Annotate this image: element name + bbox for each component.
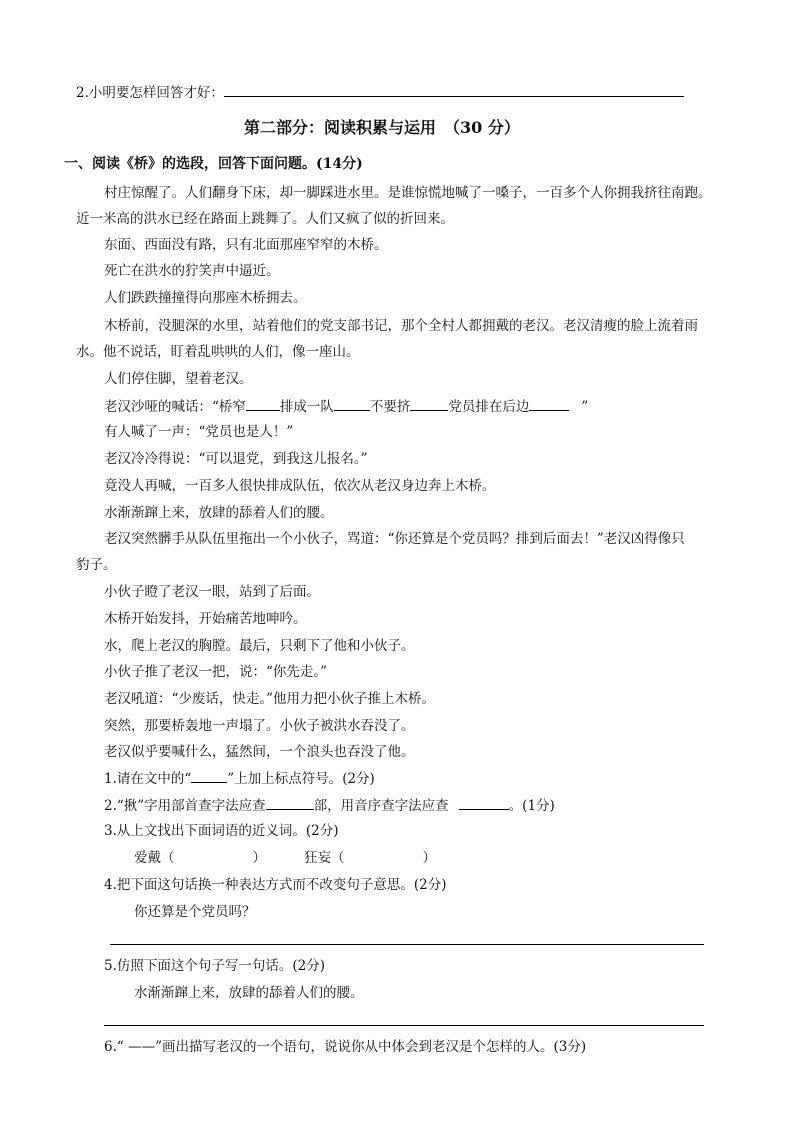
question-3: 3.从上文找出下面词语的近义词。(2分) (104, 823, 339, 839)
answer-line[interactable] (110, 944, 704, 945)
question-text: 部，用音序查字法应查 (313, 798, 449, 814)
passage-line: 木桥前，没腿深的水里，站着他们的党支部书记，那个全村人都拥戴的老汉。老汉清瘦的脸上流着雨 (104, 318, 698, 334)
passage-text: 排成一队 (279, 399, 334, 415)
passage-line: 小伙子推了老汉一把，说：“你先走。” (104, 664, 328, 680)
passage-text: 党员排在后边 (448, 399, 530, 415)
passage-text: 不要挤 (369, 399, 411, 415)
question-4: 4.把下面这句话换一种表达方式而不改变句子意思。(2分) (104, 877, 447, 893)
answer-line[interactable] (104, 1025, 704, 1026)
question-text: ”上加上标点符号。(2分) (227, 771, 375, 787)
punctuation-blank[interactable] (246, 396, 280, 411)
question-3-words (134, 848, 436, 868)
word-2-close: ） (422, 850, 436, 866)
question-4-sentence: 你还算是个党员吗？ (134, 904, 256, 920)
passage-line: 水，爬上老汉的胸膛。最后，只剩下了他和小伙子。 (104, 638, 415, 654)
passage-line: 人们跌跌撞撞得向那座木桥拥去。 (104, 290, 307, 306)
answer-blank[interactable] (224, 82, 684, 97)
punctuation-blank[interactable] (410, 396, 448, 411)
word-1: 爱戴（ (134, 850, 175, 866)
passage-line: 木桥开始发抖，开始痛苦地呻吟。 (104, 611, 307, 627)
word-1-close: ） (252, 850, 266, 866)
passage-text: ” (581, 399, 589, 415)
passage-line: 突然，那要桥轰地一声塌了。小伙子被洪水吞没了。 (104, 718, 415, 734)
passage-line: 小伙子瞪了老汉一眼，站到了后面。 (104, 584, 320, 600)
passage-line: 老汉冷冷得说：“可以退党，到我这儿报名。” (104, 451, 368, 467)
question-2 (104, 795, 555, 816)
passage-line: 豹子。 (76, 557, 117, 573)
passage-line: 老汉突然髒手从队伍里拖出一个小伙子，骂道：“你还算是个党员吗？排到后面去！”老汉凶得像只 (104, 531, 685, 547)
passage-line: 老汉似乎要喊什么，猛然间，一个浪头也吞没了他。 (104, 744, 415, 760)
question-5-sentence: 水渐渐蹿上来，放肆的舔着人们的腰。 (134, 985, 364, 1001)
answer-blank[interactable] (266, 795, 314, 810)
question-text: 2.“揪”字用部首查字法应查 (104, 798, 266, 814)
question-5: 5.仿照下面这个句子写一句话。(2分) (104, 958, 326, 974)
passage-line: 村庄惊醒了。人们翻身下床，却一脚踩进水里。是谁惊慌地喊了一嗓子，一百多个人你拥我挤往南跑。 (104, 185, 712, 201)
word-2: 狂妄（ (304, 850, 345, 866)
passage-line: 水渐渐蹿上来，放肆的舔着人们的腰。 (104, 505, 334, 521)
question-6: 6.“ ——”画出描写老汉的一个语句，说说你从中体会到老汉是个怎样的人。(3分) (104, 1039, 587, 1055)
passage-line: 近一米高的洪水已经在路面上跳舞了。人们又疯了似的折回来。 (76, 211, 454, 227)
passage-line: 死亡在洪水的狞笑声中逼近。 (104, 263, 280, 279)
answer-blank[interactable] (459, 795, 509, 810)
passage-line: 有人喊了一声：“党员也是人！” (104, 424, 294, 440)
passage-text: 老汉沙哑的喊话：“桥窄 (104, 399, 246, 415)
passage-line-blanks (104, 396, 588, 417)
punctuation-blank[interactable] (529, 396, 569, 411)
passage-line: 老汉吼道：“少废话，快走。”他用力把小伙子推上木桥。 (104, 691, 436, 707)
question-1 (104, 768, 375, 789)
question-2-top (76, 82, 684, 103)
passage-line: 竟没人再喊，一百多人很快排成队伍，依次从老汉身边奔上木桥。 (104, 478, 496, 494)
question-text: 。(1分) (508, 798, 555, 814)
punctuation-blank[interactable] (334, 396, 370, 411)
passage-line: 人们停住脚，望着老汉。 (104, 371, 253, 387)
question-text: 1.请在文中的“ (104, 771, 192, 787)
passage-line: 水。他不说话，盯着乱哄哄的人们，像一座山。 (76, 344, 360, 360)
passage-line: 东面、西面没有路，只有北面那座窄窄的木桥。 (104, 237, 388, 253)
answer-blank[interactable] (191, 768, 227, 783)
section1-title: 一、阅读《桥》的选段，回答下面问题。(14分) (64, 156, 363, 172)
part-title: 第二部分：阅读积累与运用 （30 分） (244, 118, 520, 137)
question-2-text: 2.小明要怎样回答才好： (76, 85, 224, 101)
